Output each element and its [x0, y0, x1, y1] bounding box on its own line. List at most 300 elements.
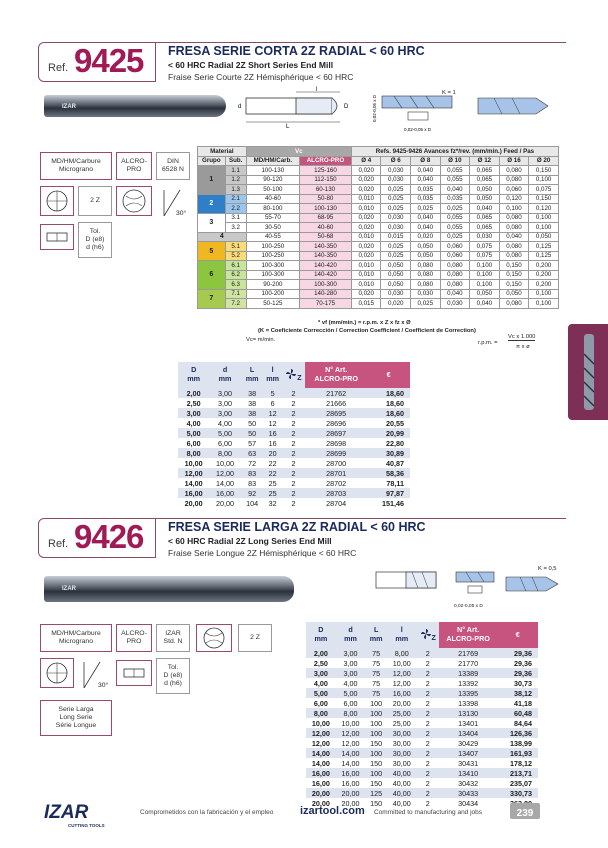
article-cell: 30431	[439, 758, 498, 768]
dim-cell: 2,50	[178, 398, 209, 408]
vc-alcro-cell: 40-60	[299, 223, 351, 233]
feed-cell: 0,050	[529, 232, 559, 242]
dim-cell: 2,00	[178, 388, 209, 398]
vc-md-cell: 50-125	[246, 299, 299, 309]
feed-cell: 0,035	[411, 194, 441, 204]
ref-number: 9425	[74, 42, 144, 79]
sub-cell: 7.2	[225, 299, 246, 309]
price-cell: 30,73	[497, 678, 538, 688]
feed-cell: 0,050	[499, 289, 529, 299]
dim-cell: 100	[365, 698, 387, 708]
tool-dimension-drawing	[236, 86, 358, 130]
series-en: Long Serie	[59, 714, 93, 722]
material-row	[198, 204, 559, 214]
dim-cell: 150	[365, 778, 387, 788]
dim-col-header-d	[336, 622, 366, 648]
article-cell: 13407	[439, 748, 498, 758]
vc-md-cell: 40-60	[246, 194, 299, 204]
article-cell: 13410	[439, 768, 498, 778]
dim-cell: 14,00	[178, 478, 209, 488]
article-cell: 28696	[305, 418, 367, 428]
helix-drawing-2	[448, 568, 500, 608]
feed-cell: 0,120	[529, 204, 559, 214]
dim-cell: 12,00	[306, 728, 336, 738]
sub-header: Sub.	[225, 156, 246, 166]
dim-cell: 92	[241, 488, 264, 498]
price-cell: 213,71	[497, 768, 538, 778]
price-cell: 20,99	[367, 428, 410, 438]
tol2-D: D (e8)	[163, 672, 183, 680]
price-cell: 60,48	[497, 708, 538, 718]
dim-cell: 12,00	[178, 468, 209, 478]
price-cell: 22,80	[367, 438, 410, 448]
feed-cell: 0,040	[470, 299, 500, 309]
material-row	[198, 280, 559, 290]
feed-cell: 0,015	[351, 299, 381, 309]
tolerance-box-2	[156, 658, 190, 694]
dim-cell: 20	[264, 448, 282, 458]
material-row	[198, 289, 559, 299]
helix-drawing	[364, 86, 474, 138]
vc-alcro-cell: 140-420	[299, 270, 351, 280]
group-cell: 5	[198, 242, 226, 261]
dim-cell: 10,00	[178, 458, 209, 468]
feed-cell: 0,065	[470, 175, 500, 185]
dim-cell: 2	[417, 658, 439, 668]
dim-cell: 5,00	[209, 428, 240, 438]
dimension-drawing-2	[372, 566, 444, 594]
table-row	[178, 398, 410, 408]
flute-icon	[285, 368, 297, 380]
end-view-icon	[120, 188, 148, 214]
coating2-line1: ALCRO-	[121, 630, 147, 638]
dim-cell: 3,00	[209, 398, 240, 408]
price-col-header: €	[497, 622, 538, 648]
feed-cell: 0,010	[351, 280, 381, 290]
coating2-line2: PRO	[126, 638, 142, 645]
material2-line2: Micrograno	[59, 638, 93, 645]
vc-alcro-cell: 68-95	[299, 213, 351, 223]
feed-cell: 0,030	[381, 223, 411, 233]
dim-col-unit: mm	[187, 374, 201, 383]
article-cell: 30433	[439, 788, 498, 798]
feed-cell: 0,080	[499, 299, 529, 309]
material-row	[198, 299, 559, 309]
dim-cell: 2	[417, 668, 439, 678]
k-drawing-2	[502, 572, 564, 596]
group-cell: 1	[198, 166, 226, 195]
dimensions-table-9426	[306, 622, 538, 808]
dim-cell: 30,00	[387, 728, 417, 738]
feed-cell: 0,080	[499, 166, 529, 176]
feed-col-header: Ø 6	[381, 156, 411, 166]
article-cell: 28702	[305, 478, 367, 488]
dim-col-header-l	[264, 362, 282, 388]
dim-cell: 14,00	[306, 748, 336, 758]
vc-md-cell: 55-70	[246, 213, 299, 223]
dim-cell: 16	[264, 428, 282, 438]
ball-nose-icon-2	[44, 661, 70, 685]
article-cell: 28699	[305, 448, 367, 458]
dim-cell: 2	[282, 488, 305, 498]
dim-cell: 2	[417, 778, 439, 788]
dim-cell: 5,00	[306, 688, 336, 698]
vc-alcro-cell: 140-350	[299, 251, 351, 261]
feed-cell: 0,035	[411, 185, 441, 195]
article-cell: 30434	[439, 798, 498, 808]
price-cell: 58,36	[367, 468, 410, 478]
vc-alcro-cell: 100-130	[299, 204, 351, 214]
dim-cell: 12	[264, 408, 282, 418]
feed-cell: 0,050	[381, 261, 411, 271]
dim-cell: 100	[365, 748, 387, 758]
dim-cell: 20,00	[306, 788, 336, 798]
dim-cell: 2	[417, 678, 439, 688]
dim-cell: 20,00	[387, 698, 417, 708]
table-row	[306, 728, 538, 738]
material-line1: MD/HM/Carbure	[51, 158, 101, 166]
dim-cell: 72	[241, 458, 264, 468]
dimensions-table-9425	[178, 362, 410, 508]
feed-cell: 0,065	[470, 223, 500, 233]
dim-cell: 2	[417, 728, 439, 738]
tol-label-1: 0,02-0,05 x D	[372, 94, 377, 122]
feed-col-header: Ø 12	[470, 156, 500, 166]
feed-cell: 0,050	[470, 185, 500, 195]
sub-cell: 2.2	[225, 204, 246, 214]
feed-cell: 0,150	[499, 270, 529, 280]
table-row	[178, 488, 410, 498]
price-cell: 78,11	[367, 478, 410, 488]
flutes-box-2	[238, 624, 272, 652]
end-view-box	[116, 186, 152, 216]
dim-cell: 100	[365, 718, 387, 728]
dim-col-unit: mm	[369, 634, 383, 643]
feed-cell: 0,025	[381, 194, 411, 204]
feed-cell: 0,020	[351, 213, 381, 223]
alcro-header: ALCRO-PRO	[299, 156, 351, 166]
feed-cell: 0,040	[411, 223, 441, 233]
dim-cell: 16,00	[387, 688, 417, 698]
feed-cell: 0,030	[381, 166, 411, 176]
dim-cell: 25,00	[387, 708, 417, 718]
dim-cell: 12,00	[209, 468, 240, 478]
article-header-line: ALCRO-PRO	[314, 374, 358, 383]
sub-cell: 1.3	[225, 185, 246, 195]
dim-cell: 75	[365, 658, 387, 668]
feed-cell: 0,075	[529, 185, 559, 195]
feed-cell: 0,100	[499, 204, 529, 214]
table-row	[178, 498, 410, 508]
material-row	[198, 242, 559, 252]
norm2-line2: Std. N	[163, 638, 183, 645]
feed-cell: 0,200	[529, 270, 559, 280]
dim-cell: 14,00	[209, 478, 240, 488]
feed-cell: 0,030	[411, 289, 441, 299]
dim-cell: 6,00	[209, 438, 240, 448]
dim-cell: 14,00	[336, 748, 366, 758]
dim-col-unit: mm	[266, 374, 280, 383]
dim-cell: 20,00	[178, 498, 209, 508]
feed-cell: 0,080	[499, 242, 529, 252]
article-cell: 13130	[439, 708, 498, 718]
price-cell: 151,46	[367, 498, 410, 508]
material-feed-table	[197, 146, 559, 309]
feed-cell: 0,150	[499, 261, 529, 271]
dim-cell: 57	[241, 438, 264, 448]
dim-cell: 30,00	[387, 748, 417, 758]
material-header: Material	[198, 147, 247, 157]
article-cell: 21770	[439, 658, 498, 668]
dim-cell: 3,00	[336, 658, 366, 668]
dim-cell: 8,00	[209, 448, 240, 458]
table-row	[306, 668, 538, 678]
dim-col-symbol: l	[400, 625, 403, 635]
table-row	[178, 478, 410, 488]
dim-cell: 30,00	[387, 758, 417, 768]
group-cell: 3	[198, 213, 226, 232]
feed-cell: 0,050	[381, 270, 411, 280]
vc-alcro-cell: 100-300	[299, 280, 351, 290]
dim-col-symbol: D	[191, 365, 197, 375]
material-row	[198, 166, 559, 176]
dim-cell: 2	[417, 788, 439, 798]
dim-cell: 6,00	[336, 698, 366, 708]
feed-cell: 0,020	[351, 223, 381, 233]
vc-alcro-cell: 125-160	[299, 166, 351, 176]
rpm-formula-num: Vc x 1.000	[508, 334, 536, 340]
helix-angle-label-2: 30°	[98, 682, 109, 689]
norm2-line1: IZAR	[165, 630, 181, 638]
dim-cell: 10,00	[209, 458, 240, 468]
feed-cell: 0,050	[381, 280, 411, 290]
article-col-header	[305, 362, 367, 388]
group-cell: 7	[198, 289, 226, 308]
sub-cell: 2.1	[225, 194, 246, 204]
dim-cell: 2	[417, 738, 439, 748]
dim-cell: 2,00	[306, 648, 336, 658]
feed-cell: 0,030	[381, 175, 411, 185]
table-row	[306, 758, 538, 768]
end-view-box-2	[196, 624, 232, 652]
article-header-line: ALCRO-PRO	[446, 634, 490, 643]
L-label: L	[286, 124, 290, 130]
feed-cell: 0,200	[529, 261, 559, 271]
page-number: 239	[516, 808, 534, 819]
price-cell: 138,99	[497, 738, 538, 748]
vc-md-cell: 100-200	[246, 289, 299, 299]
sub-cell: 5.2	[225, 251, 246, 261]
dim-cell: 2	[417, 648, 439, 658]
tool-brand-2: IZAR	[62, 586, 76, 592]
dim-cell: 20,00	[336, 788, 366, 798]
feed-cell: 0,020	[351, 289, 381, 299]
shank-box-2	[116, 660, 152, 686]
dim-cell: 50	[241, 418, 264, 428]
feed-note-1: * vf (mm/min.) = r.p.m. x Z x fz x Ø	[318, 320, 411, 326]
price-cell: 330,73	[497, 788, 538, 798]
feed-cell: 0,020	[351, 251, 381, 261]
price-cell: 18,60	[367, 388, 410, 398]
dim-col-header-L	[241, 362, 264, 388]
rpm-formula-left: r.p.m. =	[478, 340, 498, 346]
header-rule	[156, 42, 566, 43]
dim-cell: 104	[241, 498, 264, 508]
tolerance-box	[78, 222, 112, 258]
dim-col-unit: mm	[245, 374, 259, 383]
dim-cell: 2	[282, 448, 305, 458]
tol2-d: d (h6)	[164, 679, 182, 687]
dim-cell: 2	[282, 428, 305, 438]
group-cell: 2	[198, 194, 226, 213]
feed-cell: 0,030	[381, 289, 411, 299]
dim-cell: 38	[241, 408, 264, 418]
coating-line1: ALCRO-	[121, 158, 147, 166]
feed-cell: 0,075	[470, 242, 500, 252]
side-tab	[568, 324, 608, 420]
article-cell: 28698	[305, 438, 367, 448]
dim-col-unit: mm	[314, 634, 328, 643]
feed-cell: 0,065	[470, 166, 500, 176]
price-cell: 178,12	[497, 758, 538, 768]
norm-line1: DIN	[167, 158, 179, 166]
dim-cell: 75	[365, 668, 387, 678]
tol-label-2: 0,02-0,05 x D	[404, 127, 432, 132]
tol2-title: Tol.	[167, 664, 179, 672]
article-cell: 13401	[439, 718, 498, 728]
feed-col-header: Ø 4	[351, 156, 381, 166]
coating-spec-box	[116, 152, 152, 180]
feed-cell: 0,010	[351, 204, 381, 214]
vc-md-cell: 100-300	[246, 261, 299, 271]
feed-cell: 0,125	[529, 251, 559, 261]
price-cell: 18,60	[367, 408, 410, 418]
tool-brand: IZAR	[62, 104, 76, 110]
sub-cell: 7.1	[225, 289, 246, 299]
feed-cell: 0,015	[381, 232, 411, 242]
flutes-label-2: 2 Z	[250, 634, 260, 642]
table-row	[306, 688, 538, 698]
dim-col-unit: mm	[218, 374, 232, 383]
article-col-header	[439, 622, 498, 648]
dim-cell: 150	[365, 738, 387, 748]
feed-cell: 0,150	[529, 166, 559, 176]
sub-cell: 1.1	[225, 166, 246, 176]
vc-alcro-cell: 140-350	[299, 242, 351, 252]
feed-cell: 0,025	[381, 185, 411, 195]
material-row	[198, 270, 559, 280]
dim-cell: 3,00	[209, 408, 240, 418]
k-coefficient-2: K = 0,5	[538, 566, 557, 572]
vc-md-cell: 90-200	[246, 280, 299, 290]
material-row	[198, 232, 559, 242]
dim-cell: 2	[417, 708, 439, 718]
dim-cell: 25,00	[387, 718, 417, 728]
tol-label-2a: 0,02-0,05 x D	[454, 604, 483, 609]
price-cell: 29,36	[497, 668, 538, 678]
dim-cell: 2	[282, 408, 305, 418]
feed-cell: 0,055	[440, 223, 470, 233]
feed-cell: 0,020	[351, 242, 381, 252]
dim-cell: 8,00	[387, 648, 417, 658]
dim-cell: 8,00	[178, 448, 209, 458]
dim-cell: 22	[264, 468, 282, 478]
dim-cell: 40,00	[387, 768, 417, 778]
dim-cell: 2	[417, 758, 439, 768]
tool-image-2	[44, 576, 294, 602]
dim-cell: 25	[264, 488, 282, 498]
article-cell: 28697	[305, 428, 367, 438]
sub-cell: 3.1	[225, 213, 246, 223]
l-label: l	[316, 87, 318, 93]
feed-cell: 0,100	[529, 213, 559, 223]
footer-slogan-en: Committed to manufacturing and jobs	[374, 809, 483, 816]
vc-md-cell: 80-100	[246, 204, 299, 214]
dim-cell: 83	[241, 478, 264, 488]
header-rule-2	[156, 518, 566, 519]
dim-col-header-D	[178, 362, 209, 388]
vc-note: Vc= m/min.	[246, 337, 276, 343]
vc-md-cell: 100-250	[246, 251, 299, 261]
table-row	[306, 748, 538, 758]
norm-spec-box	[156, 152, 190, 180]
dim-cell: 3,00	[336, 668, 366, 678]
tol-d: d (h6)	[86, 243, 104, 251]
feed-cell: 0,020	[411, 232, 441, 242]
dim-cell: 63	[241, 448, 264, 458]
feed-cell: 0,050	[411, 242, 441, 252]
feed-cell: 0,025	[411, 299, 441, 309]
series-fr: Série Longue	[55, 721, 97, 729]
section-subtitle-fr: Fraise Serie Courte 2Z Hémisphérique < 60 HRC	[168, 72, 354, 82]
dim-cell: 2	[282, 398, 305, 408]
feed-cell: 0,025	[411, 204, 441, 214]
vc-alcro-cell: 60-130	[299, 185, 351, 195]
vc-md-cell: 90-120	[246, 175, 299, 185]
price-cell: 18,60	[367, 398, 410, 408]
dim-col-symbol: D	[318, 625, 324, 635]
dim-cell: 2	[417, 798, 439, 808]
page-number-box	[510, 803, 540, 819]
feed-col-header: Ø 8	[411, 156, 441, 166]
sub-cell: 6.3	[225, 280, 246, 290]
table-row	[306, 658, 538, 668]
dim-cell: 150	[365, 798, 387, 808]
article-header-line: N° Art.	[457, 625, 480, 635]
ref-number-2: 9426	[74, 518, 144, 555]
feed-note-2: (K = Coeficiente Corrección / Correction Coefficient / Coefficient de Correction)	[258, 328, 476, 334]
dim-cell: 150	[365, 758, 387, 768]
feed-cell: 0,020	[351, 175, 381, 185]
dim-cell: 12,00	[336, 738, 366, 748]
ref-label-2: Ref.	[48, 538, 69, 550]
feed-cell: 0,040	[470, 204, 500, 214]
dim-cell: 14,00	[336, 758, 366, 768]
vc-md-cell: 30-50	[246, 223, 299, 233]
coating-spec-box-2	[116, 624, 152, 652]
feed-cell: 0,040	[440, 185, 470, 195]
table-row	[306, 708, 538, 718]
group-cell: 4	[198, 232, 247, 242]
flutes-box	[78, 186, 112, 216]
dim-cell: 75	[365, 678, 387, 688]
price-cell: 84,64	[497, 718, 538, 728]
feed-cell: 0,060	[440, 242, 470, 252]
dim-cell: 2	[282, 418, 305, 428]
feed-cell: 0,080	[499, 223, 529, 233]
flutes-col-label: Z	[431, 632, 436, 642]
dim-cell: 25	[264, 478, 282, 488]
